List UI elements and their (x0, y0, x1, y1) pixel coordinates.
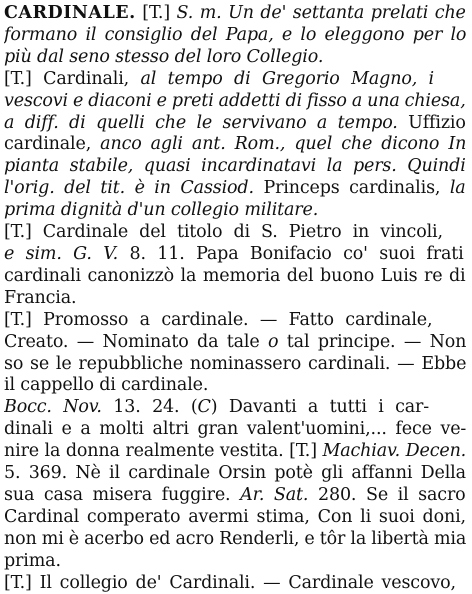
dictionary-entry-cardinale (4, 3, 466, 594)
text-line (4, 178, 466, 200)
text-segment: sua casa misera fuggire. (4, 484, 241, 505)
text-line (4, 354, 466, 376)
text-segment: so se le repubbliche nominassero cardinali. — Ebbe (4, 353, 466, 374)
text-line (4, 134, 466, 156)
text-segment: prima. (4, 550, 61, 571)
text-segment: anco agli ant. Rom., quel che dicono In (100, 134, 466, 155)
text-line (4, 441, 466, 463)
text-line (4, 529, 466, 551)
text-segment: cardinali canonizzò la memoria del buono Luis re di (4, 265, 466, 286)
text-segment: 280. Se il sacro (308, 484, 466, 505)
text-segment: [T.] Cardinali, (4, 68, 141, 89)
text-line (4, 573, 466, 594)
text-segment: Bocc. Nov. (4, 397, 102, 418)
text-segment: Creato. — Nominato da tale (4, 331, 268, 352)
text-segment: ) Davanti a tutti i car- (210, 397, 430, 418)
text-segment: l'orig. del tit. è in Cassiod. (4, 178, 254, 199)
text-segment: [T.] Promosso a cardinale. — Fatto cardinale, (4, 309, 433, 330)
text-line (4, 25, 466, 47)
text-line (4, 69, 466, 91)
text-segment: 13. 24. ( (101, 397, 198, 418)
text-segment: formano il consiglio del Papa, e lo eleggono per lo (4, 24, 466, 45)
text-line (4, 397, 466, 419)
text-line (4, 507, 466, 529)
text-segment: dinali e a molti altri gran valent'uomini,... fece ve- (4, 419, 466, 440)
text-line (4, 463, 466, 485)
text-segment: Francia. (4, 287, 77, 308)
text-line (4, 288, 466, 310)
text-line (4, 375, 466, 397)
text-segment: pianta stabile, quasi incardinatavi la pers. Quindi (4, 156, 466, 177)
text-segment: tal principe. — Non (278, 331, 466, 352)
text-segment: cardinale, (4, 134, 101, 155)
text-segment: vescovi e diaconi e preti addetti di fisso a una chiesa, (4, 90, 466, 111)
text-segment: a diff. di quelli che le servivano a tempo. (4, 112, 398, 133)
text-segment: non mi è acerbo ed acro Renderli, e tôr la libertà mia (4, 528, 466, 549)
text-segment: Machiav. Decen. (322, 441, 466, 462)
text-line (4, 3, 466, 25)
text-segment: prima dignità d'un collegio militare. (4, 200, 319, 221)
text-line (4, 200, 466, 222)
text-segment: più dal seno stesso del loro Collegio. (4, 46, 324, 67)
text-segment: la (449, 178, 466, 199)
text-segment: C (197, 397, 211, 418)
text-segment: 5. 369. Nè il cardinale Orsin potè gli affanni Della (4, 463, 466, 484)
text-line (4, 244, 466, 266)
text-line (4, 310, 466, 332)
text-line (4, 485, 466, 507)
text-segment: S. m. Un de' settanta prelati che (176, 3, 466, 23)
text-segment: nire la donna realmente vestita. [T.] (4, 441, 323, 462)
text-segment: e sim. G. V. (4, 243, 119, 264)
text-line (4, 156, 466, 178)
text-line (4, 47, 466, 69)
text-line (4, 551, 466, 573)
text-segment: il cappello di cardinale. (4, 375, 209, 396)
text-line (4, 222, 466, 244)
text-segment: [T.] (135, 3, 177, 23)
text-segment: Ar. Sat. (240, 484, 309, 505)
entry-headword: CARDINALE. (4, 3, 136, 23)
text-segment: [T.] Il collegio de' Cardinali. — Cardinale vescovo, (4, 572, 456, 593)
text-line (4, 419, 466, 441)
text-line (4, 91, 466, 113)
text-line (4, 266, 466, 288)
text-line (4, 113, 466, 135)
text-segment: [T.] Cardinale del titolo di S. Pietro in vincoli, (4, 222, 443, 243)
text-segment: Princeps cardinalis, (253, 178, 450, 199)
text-segment: Cardinal comperato avermi stima, Con li suoi doni, (4, 506, 466, 527)
text-segment: o (268, 331, 279, 352)
text-line (4, 332, 466, 354)
text-segment: al tempo di Gregorio Magno, i (140, 68, 434, 89)
text-segment: 8. 11. Papa Bonifacio co' suoi frati (118, 243, 464, 264)
text-segment: Uffizio (397, 112, 466, 133)
